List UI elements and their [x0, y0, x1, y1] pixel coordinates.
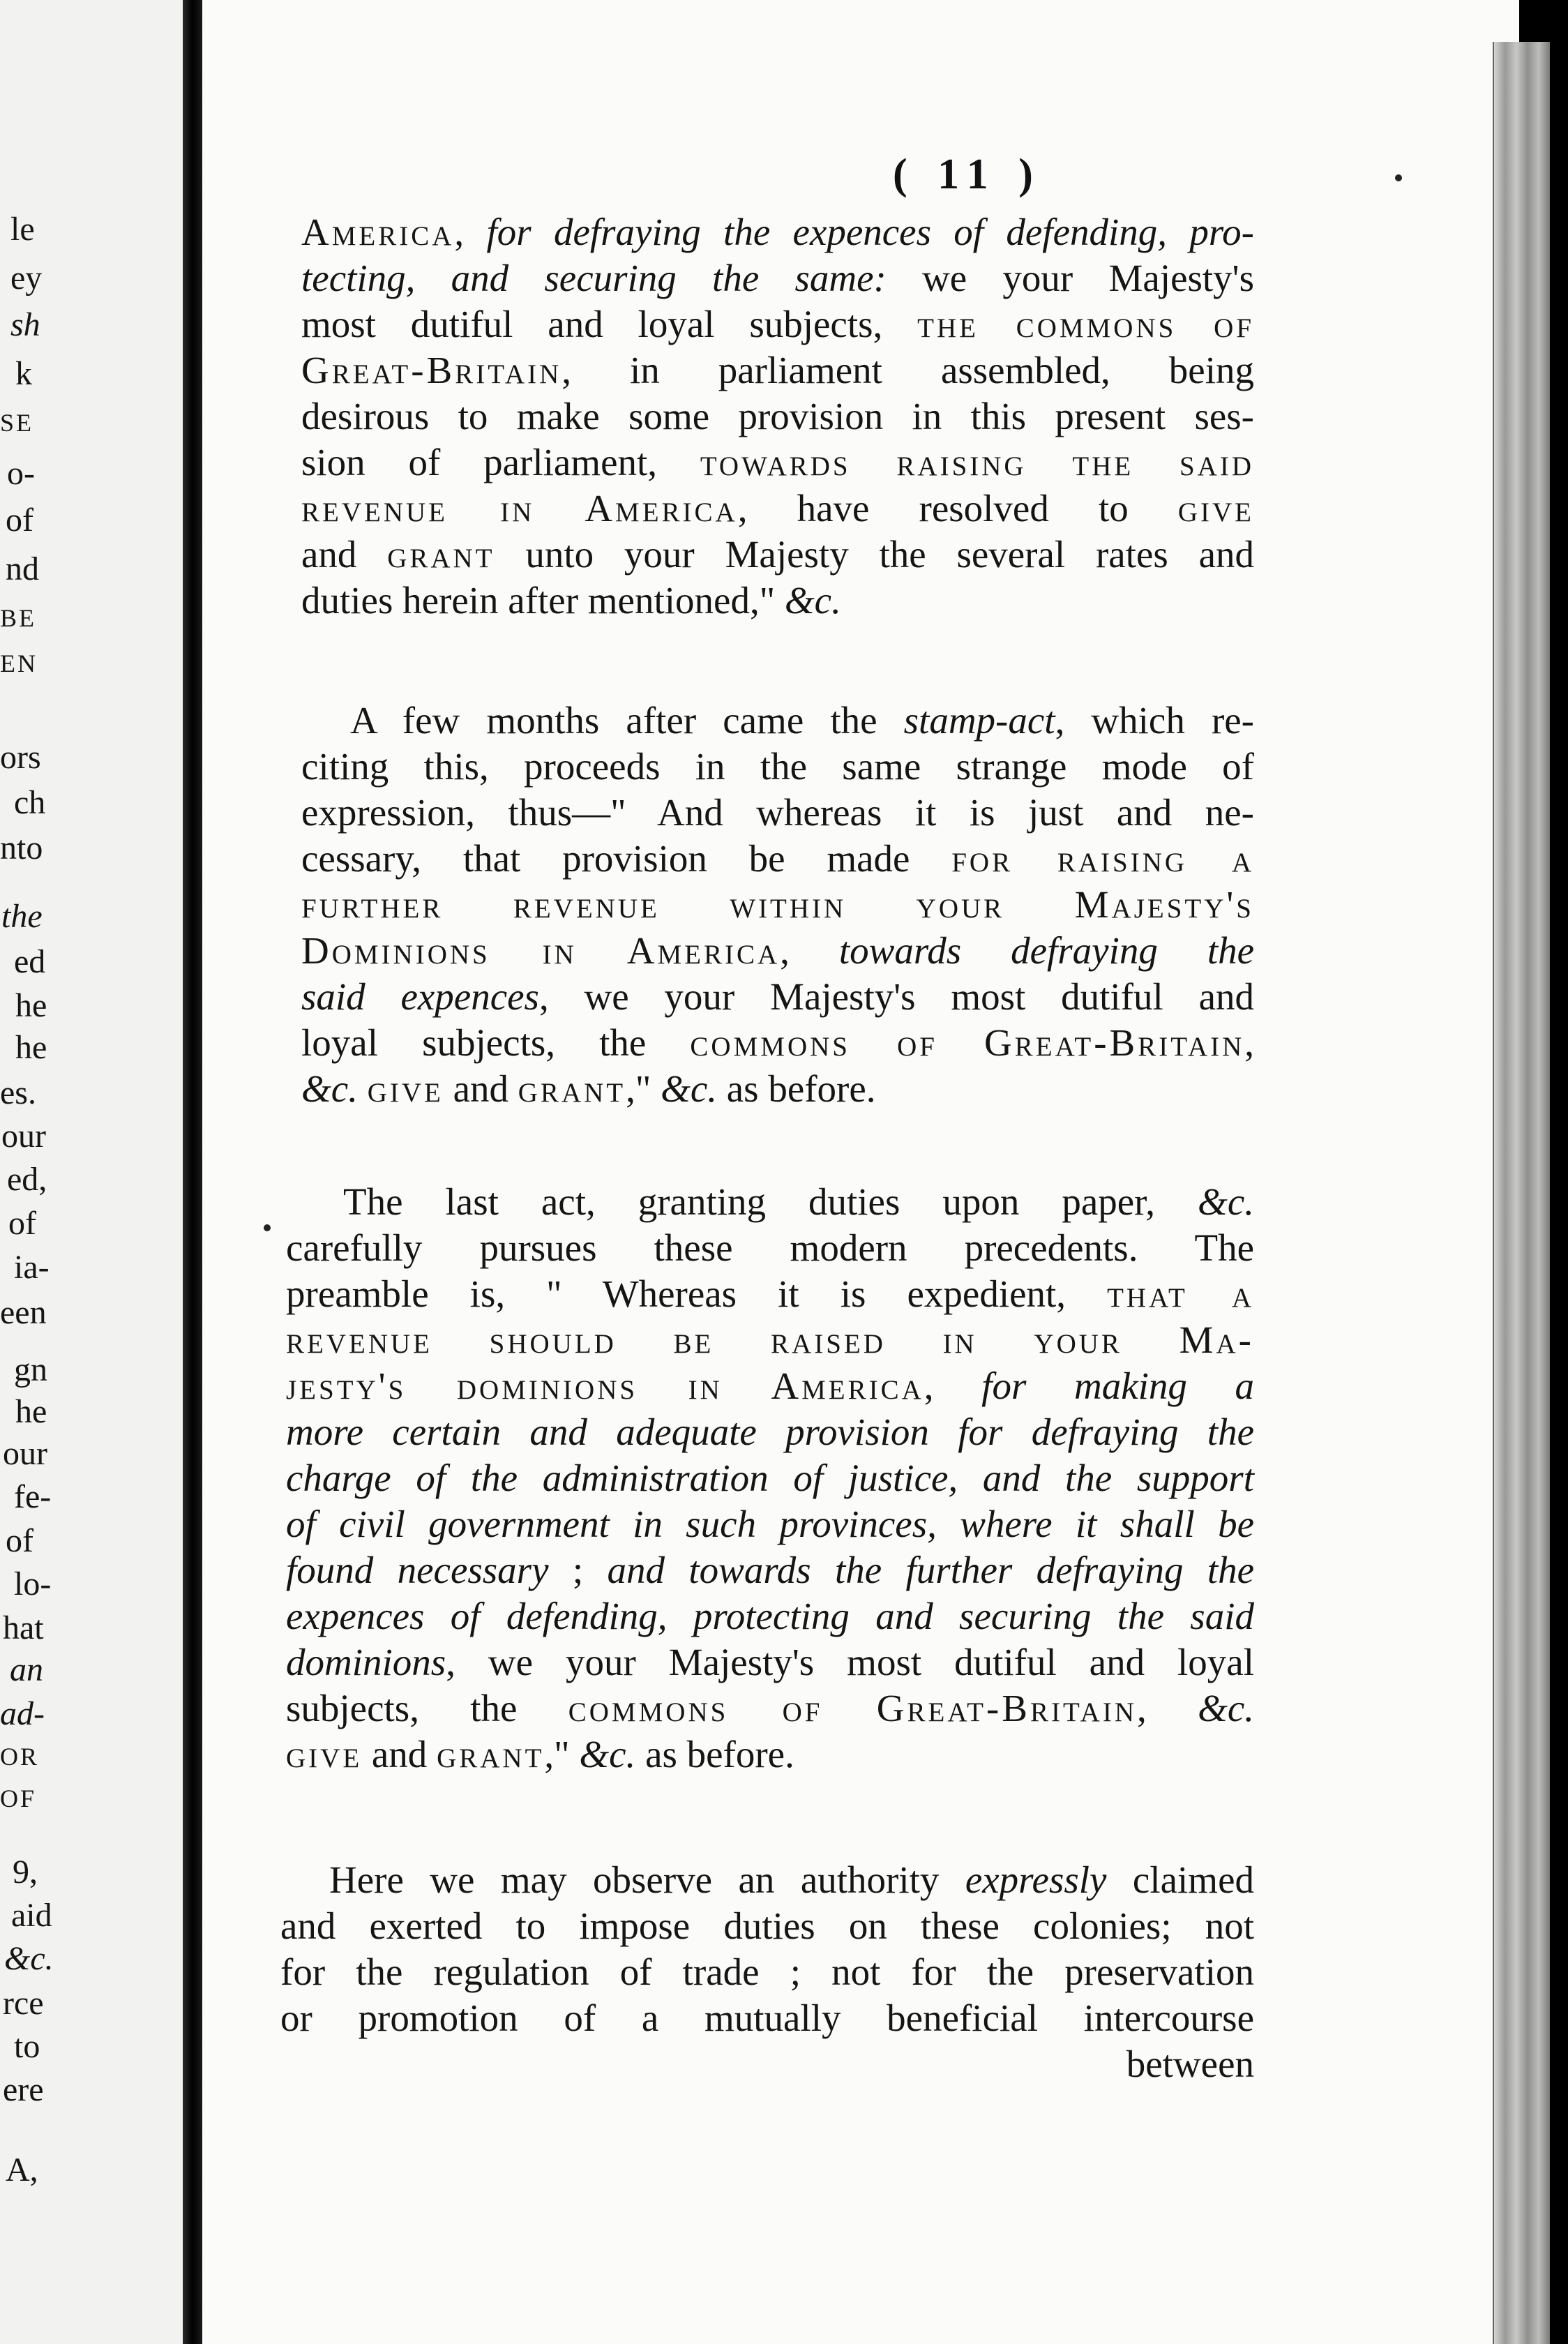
- facing-page-text-fragment: aid: [11, 1897, 52, 1934]
- text-line: [301, 486, 1254, 532]
- facing-page-text-fragment: BE: [0, 604, 37, 632]
- facing-page-fragment: [0, 0, 183, 2344]
- roman-text: , have resolved to: [737, 487, 1178, 529]
- facing-page-text-fragment: ad-: [0, 1695, 45, 1732]
- roman-text: loyal subjects, the: [301, 1021, 691, 1064]
- facing-page-text-fragment: OF: [0, 1785, 37, 1812]
- roman-text: ,: [1137, 1687, 1198, 1729]
- italic-text: expressly: [965, 1858, 1107, 1901]
- roman-text: as before.: [717, 1067, 876, 1110]
- text-line: [286, 1685, 1254, 1731]
- roman-text: duties herein after mentioned,": [301, 579, 785, 622]
- facing-page-text-fragment: k: [15, 355, 32, 392]
- facing-page-text-fragment: an: [10, 1651, 43, 1688]
- italic-text: for defraying the expences of defending, pro-: [486, 211, 1254, 253]
- small-caps-text: commons of Great-Britain: [690, 1021, 1245, 1064]
- roman-text: ,": [544, 1733, 580, 1775]
- italic-text: more certain and adequate provision for defraying the: [286, 1411, 1254, 1453]
- roman-text: ;: [548, 1549, 608, 1591]
- roman-text: preamble is, " Whereas it is expedient,: [286, 1272, 1108, 1315]
- text-line: [301, 532, 1254, 578]
- italic-text: towards defraying the: [838, 929, 1255, 972]
- text-line: [301, 928, 1254, 974]
- text-line: [286, 1409, 1254, 1455]
- text-line: [301, 836, 1254, 882]
- italic-text: &c.: [579, 1733, 636, 1775]
- roman-text: ,: [1244, 1021, 1255, 1064]
- text-line: [301, 393, 1254, 440]
- text-line: [280, 1903, 1254, 1949]
- roman-text: [358, 1067, 368, 1110]
- facing-page-text-fragment: sh: [10, 306, 40, 343]
- facing-page-text-fragment: een: [0, 1294, 47, 1331]
- roman-text: and: [301, 533, 388, 576]
- text-line: [301, 1066, 1254, 1112]
- facing-page-text-fragment: &c.: [4, 1940, 54, 1977]
- facing-page-text-fragment: nd: [6, 550, 39, 587]
- roman-text: or promotion of a mutually beneficial intercourse: [280, 1997, 1254, 2039]
- small-caps-text: jesty's dominions in America: [286, 1365, 924, 1407]
- roman-text: ,: [780, 929, 839, 972]
- roman-text: and: [443, 1067, 518, 1110]
- text-line: [301, 301, 1254, 347]
- small-caps-text: give: [367, 1067, 444, 1110]
- italic-text: dominions: [286, 1641, 446, 1683]
- roman-text: , we your Majesty's most dutiful and loyal: [446, 1641, 1254, 1683]
- facing-page-text-fragment: our: [3, 1435, 47, 1472]
- small-caps-text: that a: [1107, 1272, 1254, 1315]
- facing-page-text-fragment: o-: [7, 455, 35, 492]
- facing-page-text-fragment: le: [10, 211, 35, 248]
- text-line: [286, 1363, 1254, 1409]
- italic-text: tecting, and securing the same:: [301, 257, 887, 299]
- roman-text: and: [362, 1733, 437, 1775]
- small-caps-text: revenue should be raised in your Ma-: [286, 1318, 1254, 1361]
- italic-text: &c.: [784, 579, 841, 622]
- roman-text: for the regulation of trade ; not for the preservation: [280, 1951, 1254, 1993]
- facing-page-text-fragment: he: [15, 1029, 47, 1066]
- roman-text: and exerted to impose duties on these colonies; not: [280, 1904, 1254, 1947]
- small-caps-text: grant: [387, 533, 495, 576]
- text-line: [301, 882, 1254, 928]
- roman-text: A few months after came the: [350, 699, 904, 742]
- roman-text: citing this, proceeds in the same strange mode of: [301, 745, 1254, 788]
- text-line: [286, 1501, 1254, 1547]
- facing-page-text-fragment: rce: [3, 1985, 44, 2022]
- facing-page-text-fragment: es.: [0, 1074, 36, 1111]
- facing-page-text-fragment: ere: [3, 2071, 44, 2108]
- italic-text: &c.: [1198, 1687, 1255, 1729]
- facing-page-text-fragment: SE: [0, 409, 34, 437]
- roman-text: expression, thus—" And whereas it is just and ne-: [301, 791, 1254, 834]
- facing-page-text-fragment: nto: [0, 829, 43, 866]
- roman-text: , we your Majesty's most dutiful and: [538, 975, 1254, 1018]
- roman-text: sion of parliament,: [301, 441, 700, 483]
- roman-text: subjects, the: [286, 1687, 568, 1729]
- text-line: [286, 1593, 1254, 1639]
- text-line: [301, 347, 1254, 393]
- text-line: [301, 974, 1254, 1020]
- text-line: [286, 1731, 1254, 1778]
- roman-text: between: [1126, 2043, 1254, 2085]
- roman-text: desirous to make some provision in this present ses-: [301, 395, 1254, 437]
- roman-text: cessary, that provision be made: [301, 837, 952, 880]
- small-caps-text: towards raising the said: [700, 441, 1254, 483]
- italic-text: found necessary: [286, 1549, 549, 1591]
- small-caps-text: Dominions in America: [301, 929, 781, 972]
- italic-text: charge of the administration of justice, and the support: [286, 1457, 1254, 1499]
- small-caps-text: Great-Britain: [301, 349, 562, 391]
- facing-page-text-fragment: ia-: [14, 1249, 50, 1286]
- ink-speck: [1395, 174, 1402, 181]
- facing-page-text-fragment: EN: [0, 649, 38, 677]
- facing-page-text-fragment: ey: [10, 260, 43, 296]
- text-line: [343, 1179, 1254, 1225]
- facing-page-text-fragment: OR: [0, 1743, 40, 1771]
- facing-page-text-fragment: of: [6, 1522, 33, 1559]
- text-line: [329, 1857, 1254, 1903]
- italic-text: &c.: [1198, 1180, 1254, 1223]
- text-line: [301, 440, 1254, 486]
- roman-text: ,: [454, 211, 487, 253]
- text-line: [280, 1949, 1254, 1995]
- text-line: [350, 698, 1254, 744]
- text-line: [301, 209, 1254, 255]
- facing-page-text-fragment: fe-: [14, 1478, 52, 1515]
- facing-page-text-fragment: lo-: [14, 1565, 52, 1602]
- text-line: [286, 1271, 1254, 1317]
- italic-text: said expences: [301, 975, 539, 1018]
- text-line: [286, 1639, 1254, 1685]
- facing-page-text-fragment: our: [1, 1118, 46, 1155]
- small-caps-text: America: [301, 211, 455, 253]
- facing-page-text-fragment: he: [15, 987, 47, 1024]
- small-caps-text: grant: [437, 1733, 545, 1775]
- facing-page-text-fragment: of: [8, 1205, 36, 1242]
- small-caps-text: further revenue within your Majesty's: [301, 883, 1254, 926]
- text-line: [301, 790, 1254, 836]
- ink-speck: [264, 1224, 271, 1231]
- italic-text: of civil government in such provinces, where it shall be: [286, 1503, 1254, 1545]
- small-caps-text: give: [286, 1733, 363, 1775]
- roman-text: Here we may observe an authority: [329, 1858, 965, 1901]
- small-caps-text: give: [1177, 487, 1254, 529]
- facing-page-text-fragment: to: [14, 2028, 40, 2065]
- text-line: [301, 578, 1254, 624]
- facing-page-text-fragment: of: [6, 502, 33, 539]
- page-number: ( 11 ): [893, 151, 1043, 198]
- small-caps-text: commons of Great-Britain: [568, 1687, 1137, 1729]
- italic-text: and towards the further defraying the: [607, 1549, 1255, 1591]
- roman-text: ,: [924, 1365, 982, 1407]
- roman-text: unto your Majesty the several rates and: [495, 533, 1254, 576]
- facing-page-text-fragment: gn: [14, 1351, 47, 1388]
- text-line: [286, 1225, 1254, 1271]
- italic-text: &c.: [301, 1067, 358, 1110]
- text-line: [301, 1020, 1254, 1066]
- roman-text: The last act, granting duties upon paper,: [343, 1180, 1198, 1223]
- small-caps-text: the commons of: [917, 303, 1255, 345]
- small-caps-text: for raising a: [951, 837, 1255, 880]
- facing-page-text-fragment: the: [1, 898, 43, 935]
- text-line: [286, 1455, 1254, 1501]
- facing-page-text-fragment: A,: [6, 2151, 38, 2188]
- book-page: [202, 0, 1519, 2344]
- roman-text: claimed: [1106, 1858, 1254, 1901]
- facing-page-text-fragment: ch: [14, 784, 46, 821]
- roman-text: ,": [626, 1067, 661, 1110]
- italic-text: expences of defending, protecting and securing the said: [286, 1595, 1254, 1637]
- catchword: [280, 2041, 1254, 2087]
- italic-text: for making a: [981, 1365, 1254, 1407]
- text-line: [286, 1547, 1254, 1593]
- small-caps-text: revenue in America: [301, 487, 738, 529]
- facing-page-text-fragment: ed: [14, 943, 46, 980]
- italic-text: &c.: [661, 1067, 718, 1110]
- roman-text: most dutiful and loyal subjects,: [301, 303, 918, 345]
- roman-text: , which re-: [1055, 699, 1254, 742]
- facing-page-text-fragment: ed,: [7, 1161, 47, 1198]
- roman-text: as before.: [635, 1733, 794, 1775]
- roman-text: we your Majesty's: [886, 257, 1254, 299]
- facing-page-text-fragment: hat: [3, 1609, 44, 1646]
- text-line: [286, 1317, 1254, 1363]
- text-line: [301, 744, 1254, 790]
- facing-page-text-fragment: he: [15, 1393, 47, 1430]
- facing-page-text-fragment: ors: [0, 739, 41, 776]
- roman-text: , in parliament assembled, being: [561, 349, 1254, 391]
- facing-page-text-fragment: 9,: [13, 1854, 38, 1891]
- small-caps-text: grant: [518, 1067, 626, 1110]
- text-line: [280, 1995, 1254, 2041]
- text-line: [301, 255, 1254, 301]
- roman-text: carefully pursues these modern precedents. The: [286, 1226, 1254, 1269]
- italic-text: stamp-act: [903, 699, 1055, 742]
- book-gutter: [183, 0, 202, 2344]
- page-edges: [1493, 42, 1550, 2344]
